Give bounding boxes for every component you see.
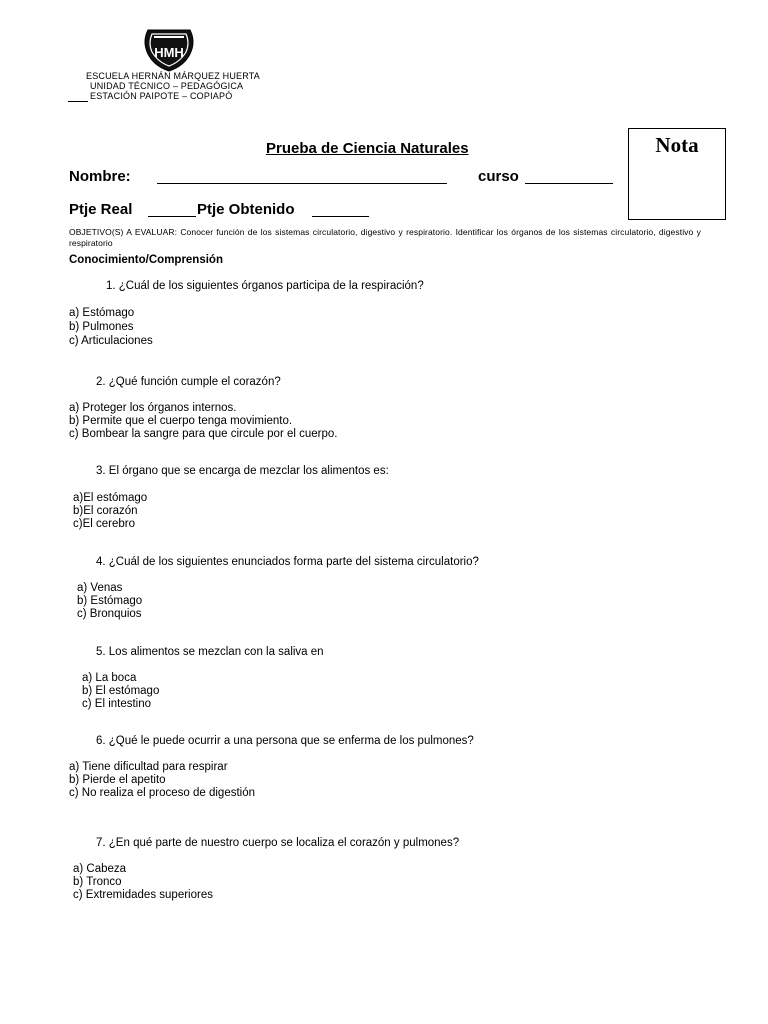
question-5-option-c: c) El intestino bbox=[82, 698, 152, 710]
name-line[interactable] bbox=[157, 171, 447, 184]
name-label: Nombre: bbox=[69, 168, 131, 185]
logo-monogram: HMH bbox=[154, 45, 184, 60]
school-location bbox=[68, 91, 232, 102]
question-5: 5. Los alimentos se mezclan con la saliva en bbox=[96, 646, 324, 658]
question-7: 7. ¿En qué parte de nuestro cuerpo se localiza el corazón y pulmones? bbox=[96, 837, 460, 849]
question-7-option-b: b) Tronco bbox=[73, 876, 122, 888]
question-1-option-a: a) Estómago bbox=[69, 307, 135, 319]
score-real-label: Ptje Real bbox=[69, 201, 133, 218]
school-location-text: ESTACIÓN PAIPOTE – COPIAPÓ bbox=[90, 91, 233, 101]
score-real-line[interactable] bbox=[148, 204, 196, 217]
test-title: Prueba de Ciencia Naturales bbox=[266, 140, 469, 157]
question-7-option-a: a) Cabeza bbox=[73, 863, 127, 875]
question-7-option-c: c) Extremidades superiores bbox=[73, 889, 213, 901]
question-5-option-b: b) El estómago bbox=[82, 685, 160, 697]
question-1-option-c: c) Articulaciones bbox=[69, 335, 153, 347]
question-4-option-b: b) Estómago bbox=[77, 595, 143, 607]
question-3-option-a: a)El estómago bbox=[73, 492, 148, 504]
grade-box[interactable] bbox=[628, 128, 726, 220]
question-6-option-b: b) Pierde el apetito bbox=[69, 774, 166, 786]
question-6-option-c: c) No realiza el proceso de digestión bbox=[69, 787, 256, 799]
question-3-option-c: c)El cerebro bbox=[73, 518, 135, 530]
grade-box-label: Nota bbox=[655, 133, 699, 157]
question-6: 6. ¿Qué le puede ocurrir a una persona que se enferma de los pulmones? bbox=[96, 735, 474, 747]
question-6-option-a: a) Tiene dificultad para respirar bbox=[69, 761, 228, 773]
school-unit: UNIDAD TÉCNICO – PEDAGÓGICA bbox=[90, 81, 244, 91]
question-2-option-c: c) Bombear la sangre para que circule por el cuerpo. bbox=[69, 428, 338, 440]
question-2-option-a: a) Proteger los órganos internos. bbox=[69, 402, 237, 414]
question-3: 3. El órgano que se encarga de mezclar los alimentos es: bbox=[96, 465, 389, 477]
question-4-option-a: a) Venas bbox=[77, 582, 123, 594]
question-2: 2. ¿Qué función cumple el corazón? bbox=[96, 376, 281, 388]
school-logo bbox=[140, 28, 198, 72]
course-label: curso bbox=[478, 168, 519, 185]
question-2-option-b: b) Permite que el cuerpo tenga movimiento. bbox=[69, 415, 293, 427]
section-heading: Conocimiento/Comprensión bbox=[69, 254, 223, 266]
question-4: 4. ¿Cuál de los siguientes enunciados forma parte del sistema circulatorio? bbox=[96, 556, 479, 568]
question-5-option-a: a) La boca bbox=[82, 672, 137, 684]
question-4-option-c: c) Bronquios bbox=[77, 608, 142, 620]
course-line[interactable] bbox=[525, 171, 613, 184]
objective-text: OBJETIVO(S) A EVALUAR: Conocer función de los sistemas circulatorio, digestivo y respiratorio. Identificar los órganos de los sistemas circulatorio, digestivo y respiratorio bbox=[69, 227, 701, 248]
question-1: 1. ¿Cuál de los siguientes órganos participa de la respiración? bbox=[106, 280, 424, 292]
score-obtained-label: Ptje Obtenido bbox=[197, 201, 295, 218]
question-3-option-b: b)El corazón bbox=[73, 505, 138, 517]
score-obtained-line[interactable] bbox=[312, 204, 369, 217]
school-name: ESCUELA HERNÁN MÁRQUEZ HUERTA bbox=[86, 71, 260, 81]
question-1-option-b: b) Pulmones bbox=[69, 321, 134, 333]
